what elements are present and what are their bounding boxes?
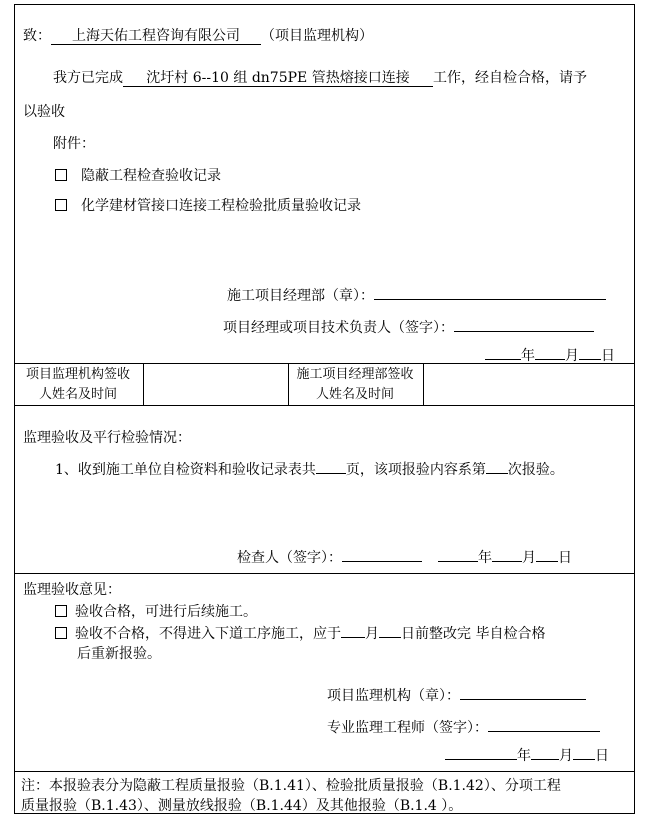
attachments-label: 附件：: [53, 136, 95, 152]
divider: [143, 363, 144, 405]
completion-prefix: 我方已完成: [53, 70, 123, 86]
submission-number-field[interactable]: [486, 473, 508, 474]
inspection-item-1: 1、收到施工单位自检资料和验收记录表共 页，该项报验内容系第 次报验。: [55, 462, 564, 478]
month-field[interactable]: [341, 637, 365, 638]
divider: [15, 573, 634, 574]
inspection-title: 监理验收及平行检验情况：: [23, 430, 191, 446]
day-field[interactable]: [536, 561, 558, 562]
divider: [423, 363, 424, 405]
day-field[interactable]: [579, 359, 601, 360]
manager-sign-line: 项目经理或项目技术负责人（签字）：: [223, 317, 594, 337]
month-field[interactable]: [492, 561, 522, 562]
divider: [15, 771, 634, 772]
year-field[interactable]: [438, 561, 478, 562]
dept-seal-line: 施工项目经理部（章）：: [227, 285, 606, 305]
completion-line: [53, 67, 587, 87]
supervision-seal-field[interactable]: [460, 699, 586, 700]
month-field[interactable]: [535, 359, 565, 360]
year-field[interactable]: [445, 759, 517, 760]
inspector-sign-line: 检查人（签字）： 年 月 日: [237, 550, 572, 566]
supervision-seal-line: 项目监理机构（章）：: [327, 685, 586, 705]
opinion-date: 年 月 日: [445, 745, 609, 765]
divider: [15, 405, 634, 406]
form-frame: [14, 4, 635, 814]
page-count-field[interactable]: [316, 473, 346, 474]
org-name: 上海天佑工程咨询有限公司: [51, 28, 261, 45]
divider: [288, 363, 289, 405]
engineer-sign-line: 专业监理工程师（签字）：: [327, 717, 600, 737]
opinion-option-pass[interactable]: 验收合格，可进行后续施工。: [55, 601, 257, 621]
header-date: 年 月 日: [485, 345, 615, 365]
opinion-title: 监理验收意见：: [23, 582, 121, 598]
contractor-receipt-label: 施工项目经理部签收人姓名及时间: [296, 367, 414, 402]
completion-line-2: 以验收: [23, 104, 65, 120]
checkbox[interactable]: [55, 199, 67, 211]
checkbox[interactable]: [55, 605, 67, 617]
day-field[interactable]: [379, 637, 401, 638]
divider: [15, 363, 634, 364]
org-suffix: （项目监理机构）: [261, 28, 373, 44]
engineer-sign-field[interactable]: [488, 731, 600, 732]
attachment-item-2[interactable]: 化学建材管接口连接工程检验批质量验收记录: [55, 195, 361, 215]
supervision-receipt-label: 项目监理机构签收人姓名及时间: [25, 367, 130, 402]
work-description: 沈圩村 6--10 组 dn75PE 管热熔接口连接: [123, 70, 433, 87]
note-line-2: 质量报验（B.1.43）、测量放线报验（B.1.44）及其他报验（B.1.4 ）。: [21, 798, 463, 814]
opinion-option-fail-line-2: 后重新报验。: [77, 646, 161, 662]
dept-seal-field[interactable]: [374, 299, 606, 300]
checkbox[interactable]: [55, 627, 67, 639]
to-label: 致：: [23, 28, 51, 44]
manager-sign-field[interactable]: [454, 331, 594, 332]
attachment-item-1[interactable]: 隐蔽工程检查验收记录: [55, 165, 221, 185]
note-line-1: 注：本报验表分为隐蔽工程质量报验（B.1.41）、检验批质量报验（B.1.42）、分项工程: [21, 778, 561, 794]
inspector-sign-field[interactable]: [342, 561, 422, 562]
checkbox[interactable]: [55, 169, 67, 181]
completion-suffix: 工作，经自检合格，请予: [433, 70, 587, 86]
opinion-option-fail[interactable]: 验收不合格，不得进入下道工序施工，应于 月 日前整改完 毕自检合格: [55, 623, 545, 643]
day-field[interactable]: [573, 759, 595, 760]
year-field[interactable]: [485, 359, 521, 360]
addressee-line: [23, 25, 373, 45]
month-field[interactable]: [531, 759, 559, 760]
